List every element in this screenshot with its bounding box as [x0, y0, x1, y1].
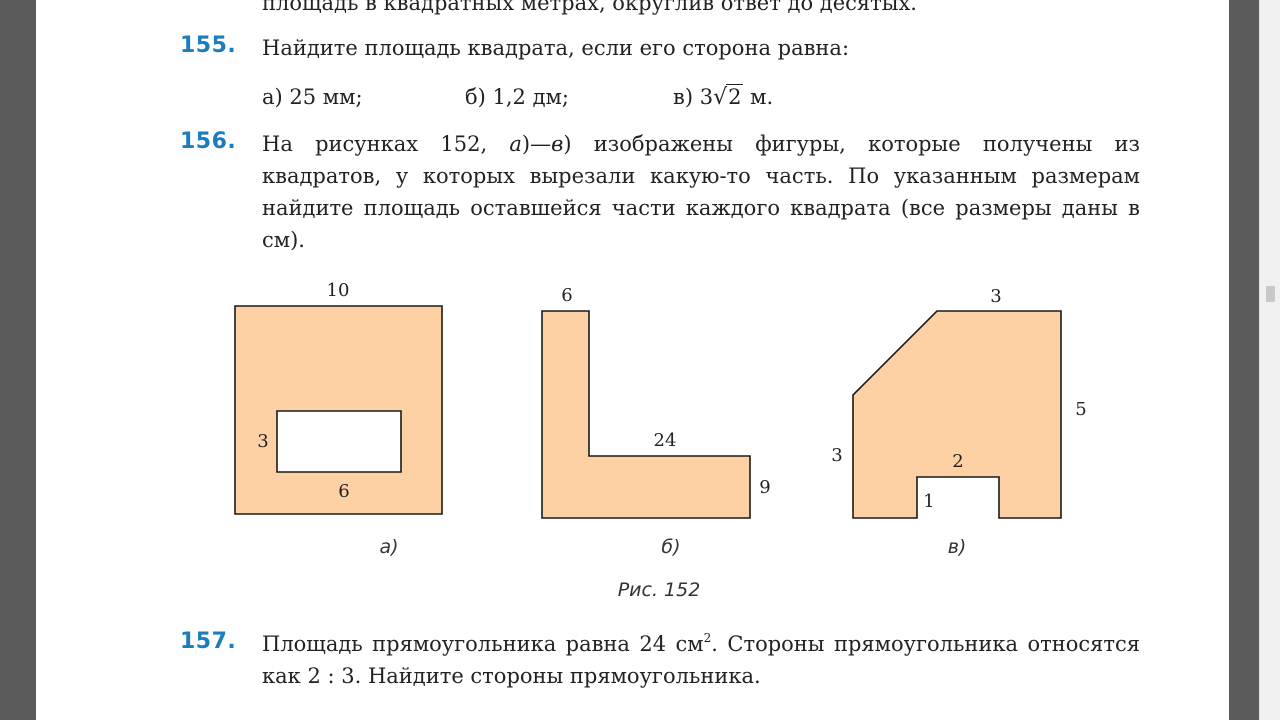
figure-b-dim-right: 9 — [759, 477, 771, 498]
problem-155-text: Найдите площадь квадрата, если его сторона равна: — [262, 36, 850, 60]
figure-a-dim-hole-height: 3 — [257, 431, 269, 452]
sqrt-radicand: 2 — [728, 85, 742, 109]
figure-c — [831, 286, 1086, 558]
figure-b-label: б) — [661, 536, 681, 558]
figure-a-dim-top: 10 — [326, 280, 350, 301]
problem-155-option-a: а) 25 мм; — [262, 85, 363, 109]
problem-156-number: 156. — [180, 129, 237, 154]
figure-c-shape — [853, 311, 1061, 518]
vertical-scrollbar[interactable] — [1259, 0, 1280, 720]
figure-c-dim-notch-height: 1 — [923, 491, 935, 512]
sqrt-symbol: √2 — [713, 85, 742, 110]
problem-157-text-part: Площадь прямоугольника равна 24 см — [262, 632, 704, 656]
figure-b — [542, 285, 771, 558]
problem-156-italic-v: в — [551, 132, 564, 156]
figure-c-dim-notch-width: 2 — [952, 451, 964, 472]
problem-157-superscript: 2 — [703, 631, 712, 645]
option-c-suffix: м. — [750, 85, 774, 109]
figure-a-label: а) — [379, 536, 399, 558]
figure-b-dim-inner: 24 — [653, 430, 677, 451]
problem-157-text — [262, 628, 1140, 692]
option-c-prefix: в) 3 — [673, 85, 714, 109]
problem-156-italic-a: а — [509, 132, 522, 156]
figure-b-shape — [542, 311, 750, 518]
problem-157-number: 157. — [180, 629, 237, 654]
figure-c-dim-left: 3 — [831, 445, 843, 466]
figure-a — [235, 280, 442, 558]
figure-a-dim-hole-width: 6 — [338, 481, 350, 502]
figure-c-dim-top: 3 — [990, 286, 1002, 307]
previous-problem-text: площадь в квадратных метрах, округлив ответ до десятых. — [262, 0, 917, 15]
problem-157-text-part: . Стороны прямоугольника относятся как 2 : 3. Найдите стороны прямоугольника. — [262, 632, 1140, 688]
scrollbar-thumb[interactable] — [1266, 286, 1275, 302]
figure-c-label: в) — [947, 536, 967, 558]
figure-c-dim-right: 5 — [1075, 399, 1087, 420]
problem-156-text-part: На рисунках 152, — [262, 132, 510, 156]
figure-b-dim-top: 6 — [561, 285, 573, 306]
problem-155-option-b: б) 1,2 дм; — [465, 85, 569, 109]
figure-caption: Рис. 152 — [617, 579, 701, 601]
problem-155-number: 155. — [180, 33, 237, 58]
problem-156-text-part: )— — [521, 132, 552, 156]
problem-156-text-part: ) изображены фигуры, которые получены из квадратов, у которых вырезали какую-то часть. По указанным размерам найдите площадь оставшейся части каждого квадрата (все размеры даны в см). — [262, 132, 1140, 252]
